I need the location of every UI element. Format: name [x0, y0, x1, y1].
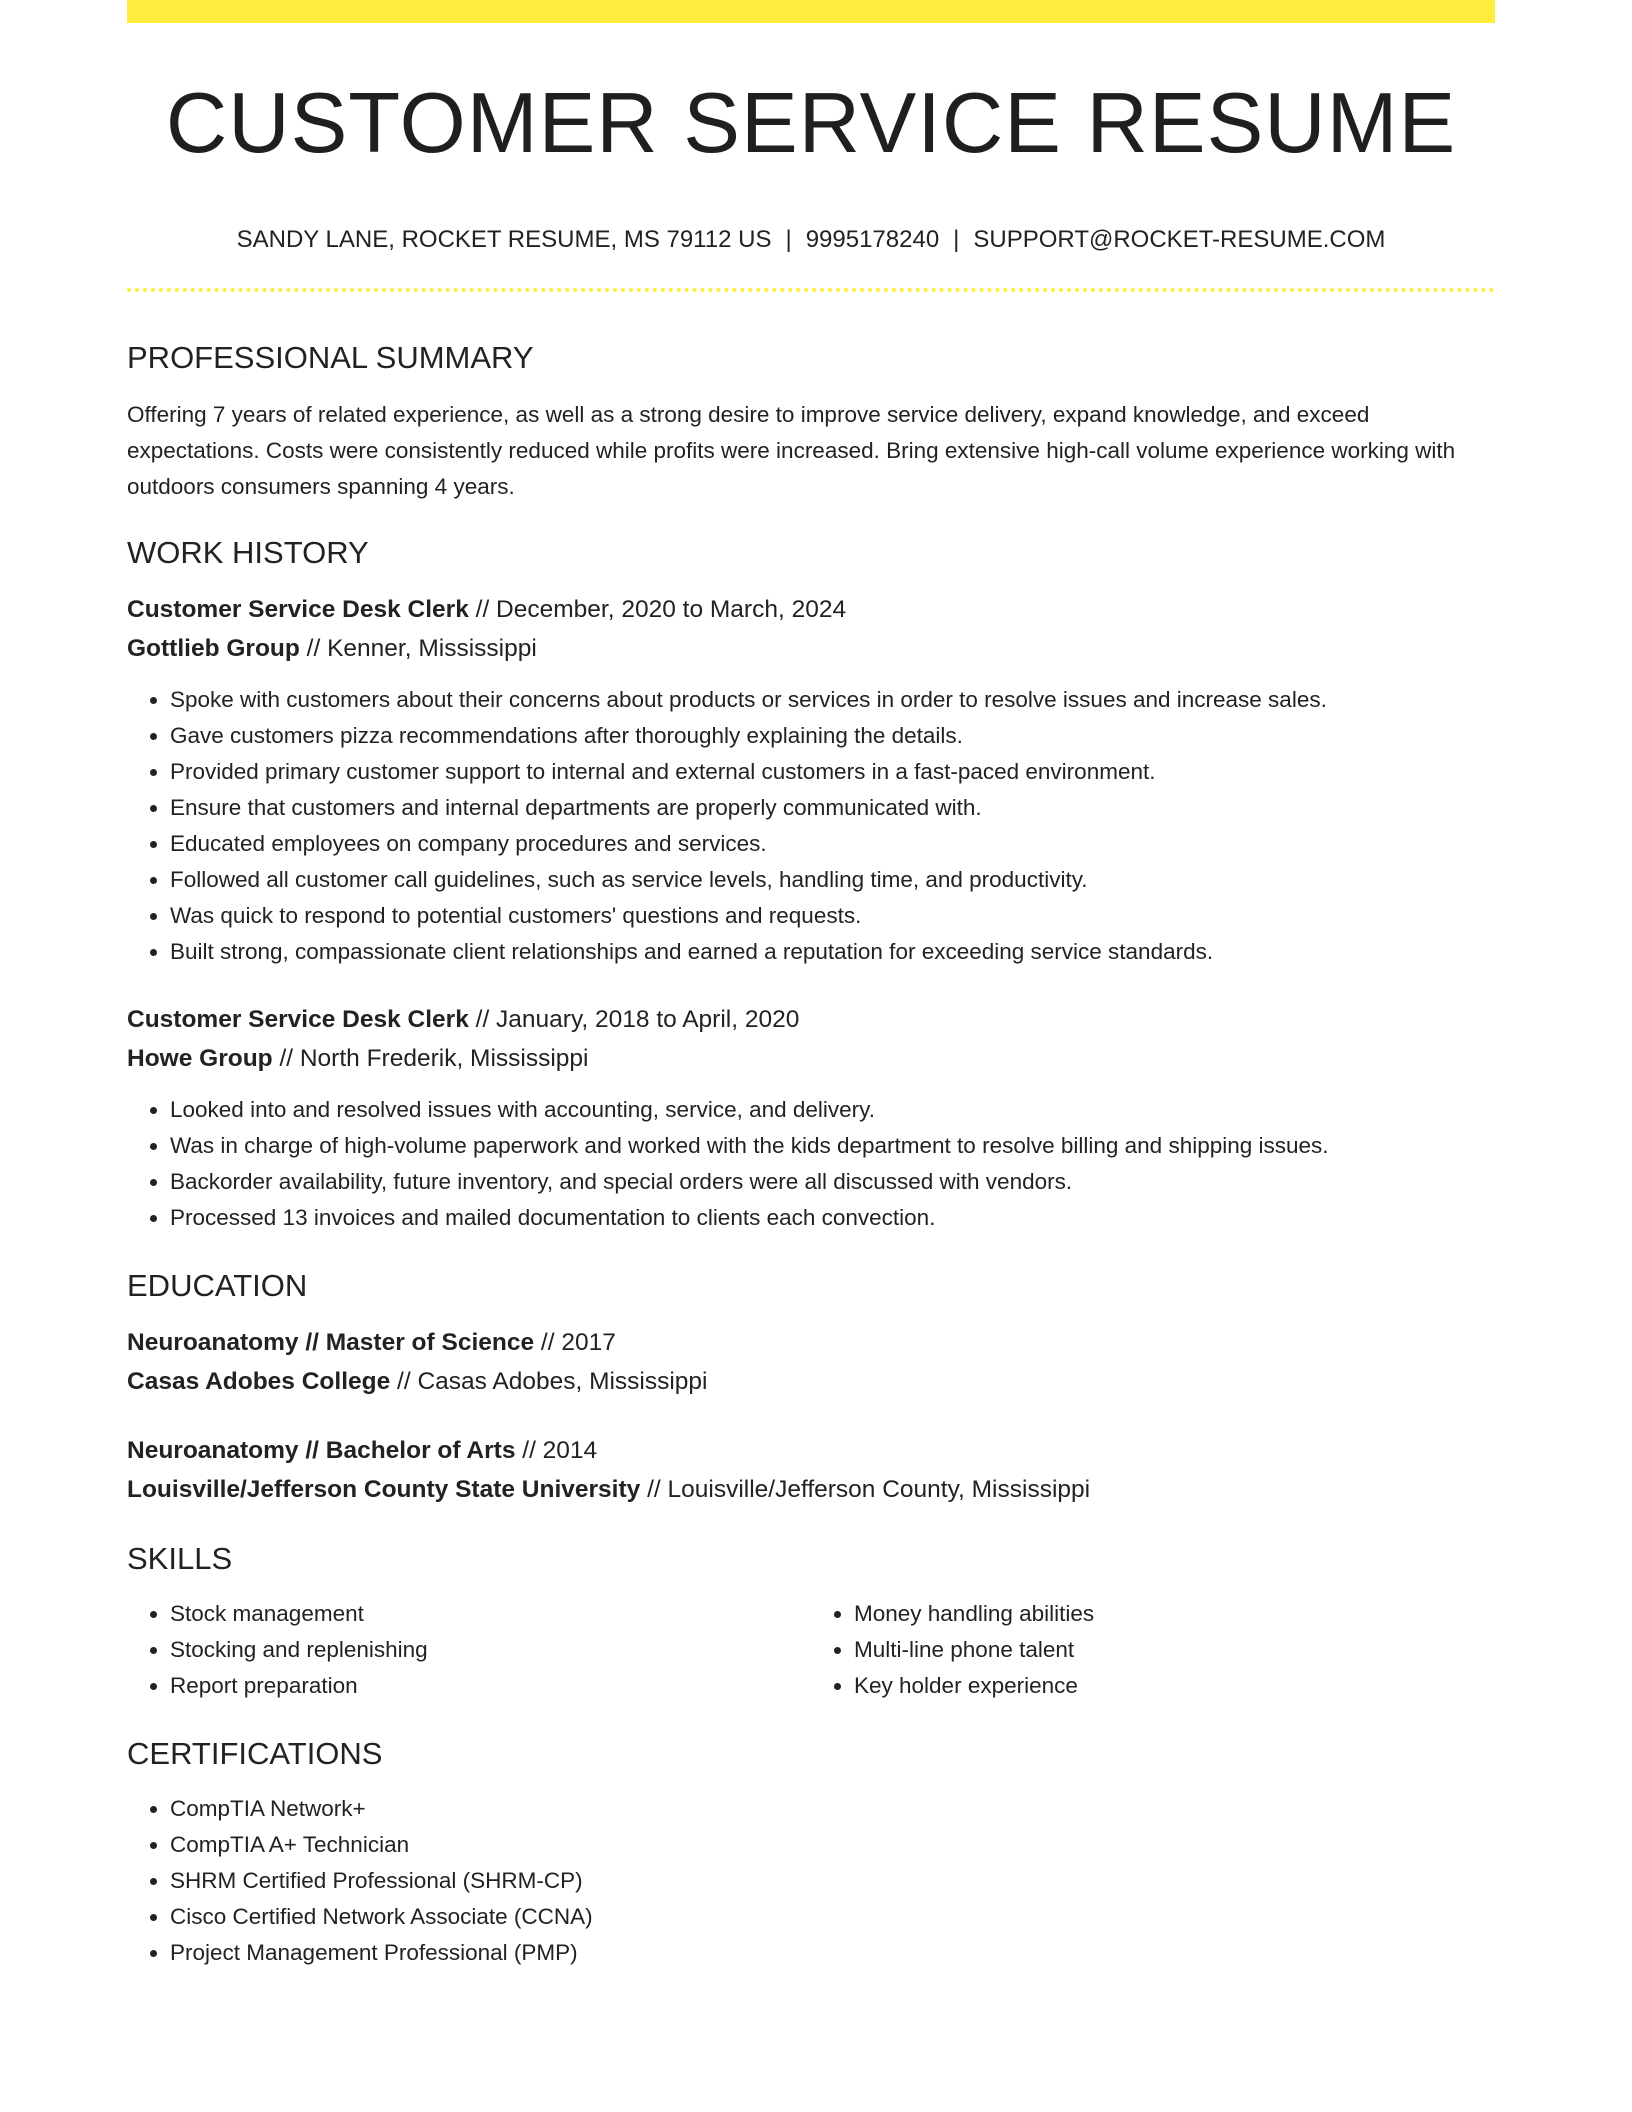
list-item: • Processed 13 invoices and mailed documentation to clients each convection. — [170, 1200, 1495, 1236]
skills-grid — [127, 1596, 1495, 1704]
list-item: • Built strong, compassionate client relationships and earned a reputation for exceeding service standards. — [170, 934, 1495, 970]
list-item: • Educated employees on company procedures and services. — [170, 826, 1495, 862]
education-year: // 2017 — [534, 1329, 616, 1356]
job-title-line — [127, 590, 1495, 629]
list-item: • Looked into and resolved issues with accounting, service, and delivery. — [170, 1092, 1495, 1128]
education-location: // Casas Adobes, Mississippi — [390, 1368, 708, 1395]
education-degree: Neuroanatomy // Master of Science — [127, 1329, 535, 1356]
job-bullets — [127, 682, 1495, 970]
education-heading: EDUCATION — [127, 1268, 308, 1303]
contact-separator: | — [785, 226, 792, 253]
job-entry — [127, 1000, 1495, 1236]
skill-item: • Report preparation — [170, 1668, 811, 1704]
certifications-list — [127, 1791, 1495, 1971]
job-title-line — [127, 1000, 1495, 1039]
work-history-heading: WORK HISTORY — [127, 535, 369, 570]
list-item: • Backorder availability, future inventory, and special orders were all discussed with vendors. — [170, 1164, 1495, 1200]
job-dates: // January, 2018 to April, 2020 — [468, 1006, 800, 1033]
certifications-heading: CERTIFICATIONS — [127, 1736, 383, 1771]
summary-heading: PROFESSIONAL SUMMARY — [127, 340, 534, 375]
summary-text: Offering 7 years of related experience, as well as a strong desire to improve service delivery, expand knowledge, and exceed expectations. Costs were consistently reduced while profits were increased. Bring extensive high-call volume experience working with outdoors consumers spanning 4 years. — [127, 402, 1456, 499]
certification-item: • Project Management Professional (PMP) — [170, 1935, 1495, 1971]
job-dates: // December, 2020 to March, 2024 — [468, 596, 847, 623]
certification-item: • SHRM Certified Professional (SHRM-CP) — [170, 1863, 1495, 1899]
contact-address: SANDY LANE, ROCKET RESUME, MS 79112 US — [236, 226, 772, 253]
skill-item: • Stocking and replenishing — [170, 1632, 811, 1668]
certification-item: • CompTIA Network+ — [170, 1791, 1495, 1827]
job-title: Customer Service Desk Clerk — [127, 1006, 469, 1033]
list-item: • Provided primary customer support to internal and external customers in a fast-paced environment. — [170, 754, 1495, 790]
skills-list-left — [127, 1596, 811, 1704]
skills-heading: SKILLS — [127, 1541, 233, 1576]
education-degree: Neuroanatomy // Bachelor of Arts — [127, 1437, 516, 1464]
education-year: // 2014 — [515, 1437, 598, 1464]
skill-item: • Key holder experience — [854, 1668, 1495, 1704]
job-title: Customer Service Desk Clerk — [127, 596, 469, 623]
skill-item: • Stock management — [170, 1596, 811, 1632]
resume-title: CUSTOMER SERVICE RESUME — [165, 76, 1457, 171]
certification-item: • Cisco Certified Network Associate (CCNA) — [170, 1899, 1495, 1935]
job-entry — [127, 590, 1495, 970]
education-entry — [127, 1431, 1495, 1509]
top-accent-bar — [127, 0, 1495, 23]
list-item: • Spoke with customers about their concerns about products or services in order to resolve issues and increase sales. — [170, 682, 1495, 718]
list-item: • Ensure that customers and internal departments are properly communicated with. — [170, 790, 1495, 826]
contact-separator: | — [953, 226, 960, 253]
skill-item: • Multi-line phone talent — [854, 1632, 1495, 1668]
contact-line — [127, 228, 1495, 252]
list-item: • Was in charge of high-volume paperwork and worked with the kids department to resolve billing and shipping issues. — [170, 1128, 1495, 1164]
job-company: Howe Group — [127, 1045, 273, 1072]
job-company-line — [127, 629, 1495, 668]
contact-email: SUPPORT@ROCKET-RESUME.COM — [973, 226, 1386, 253]
resume-page — [127, 0, 1495, 1971]
job-bullets — [127, 1092, 1495, 1236]
list-item: • Followed all customer call guidelines, such as service levels, handling time, and productivity. — [170, 862, 1495, 898]
job-company-line — [127, 1039, 1495, 1078]
education-degree-line — [127, 1323, 1495, 1362]
education-location: // Louisville/Jefferson County, Mississippi — [640, 1476, 1091, 1503]
list-item: • Gave customers pizza recommendations after thoroughly explaining the details. — [170, 718, 1495, 754]
education-degree-line — [127, 1431, 1495, 1470]
skills-list-right — [811, 1596, 1495, 1704]
skill-item: • Money handling abilities — [854, 1596, 1495, 1632]
job-company: Gottlieb Group — [127, 635, 300, 662]
education-school: Casas Adobes College — [127, 1368, 391, 1395]
list-item: • Was quick to respond to potential customers' questions and requests. — [170, 898, 1495, 934]
education-school: Louisville/Jefferson County State University — [127, 1476, 641, 1503]
education-school-line — [127, 1362, 1495, 1401]
certification-item: • CompTIA A+ Technician — [170, 1827, 1495, 1863]
education-school-line — [127, 1470, 1495, 1509]
job-location: // North Frederik, Mississippi — [272, 1045, 589, 1072]
education-entry — [127, 1323, 1495, 1401]
job-location: // Kenner, Mississippi — [299, 635, 537, 662]
dotted-divider — [127, 288, 1495, 292]
contact-phone: 9995178240 — [805, 226, 940, 253]
